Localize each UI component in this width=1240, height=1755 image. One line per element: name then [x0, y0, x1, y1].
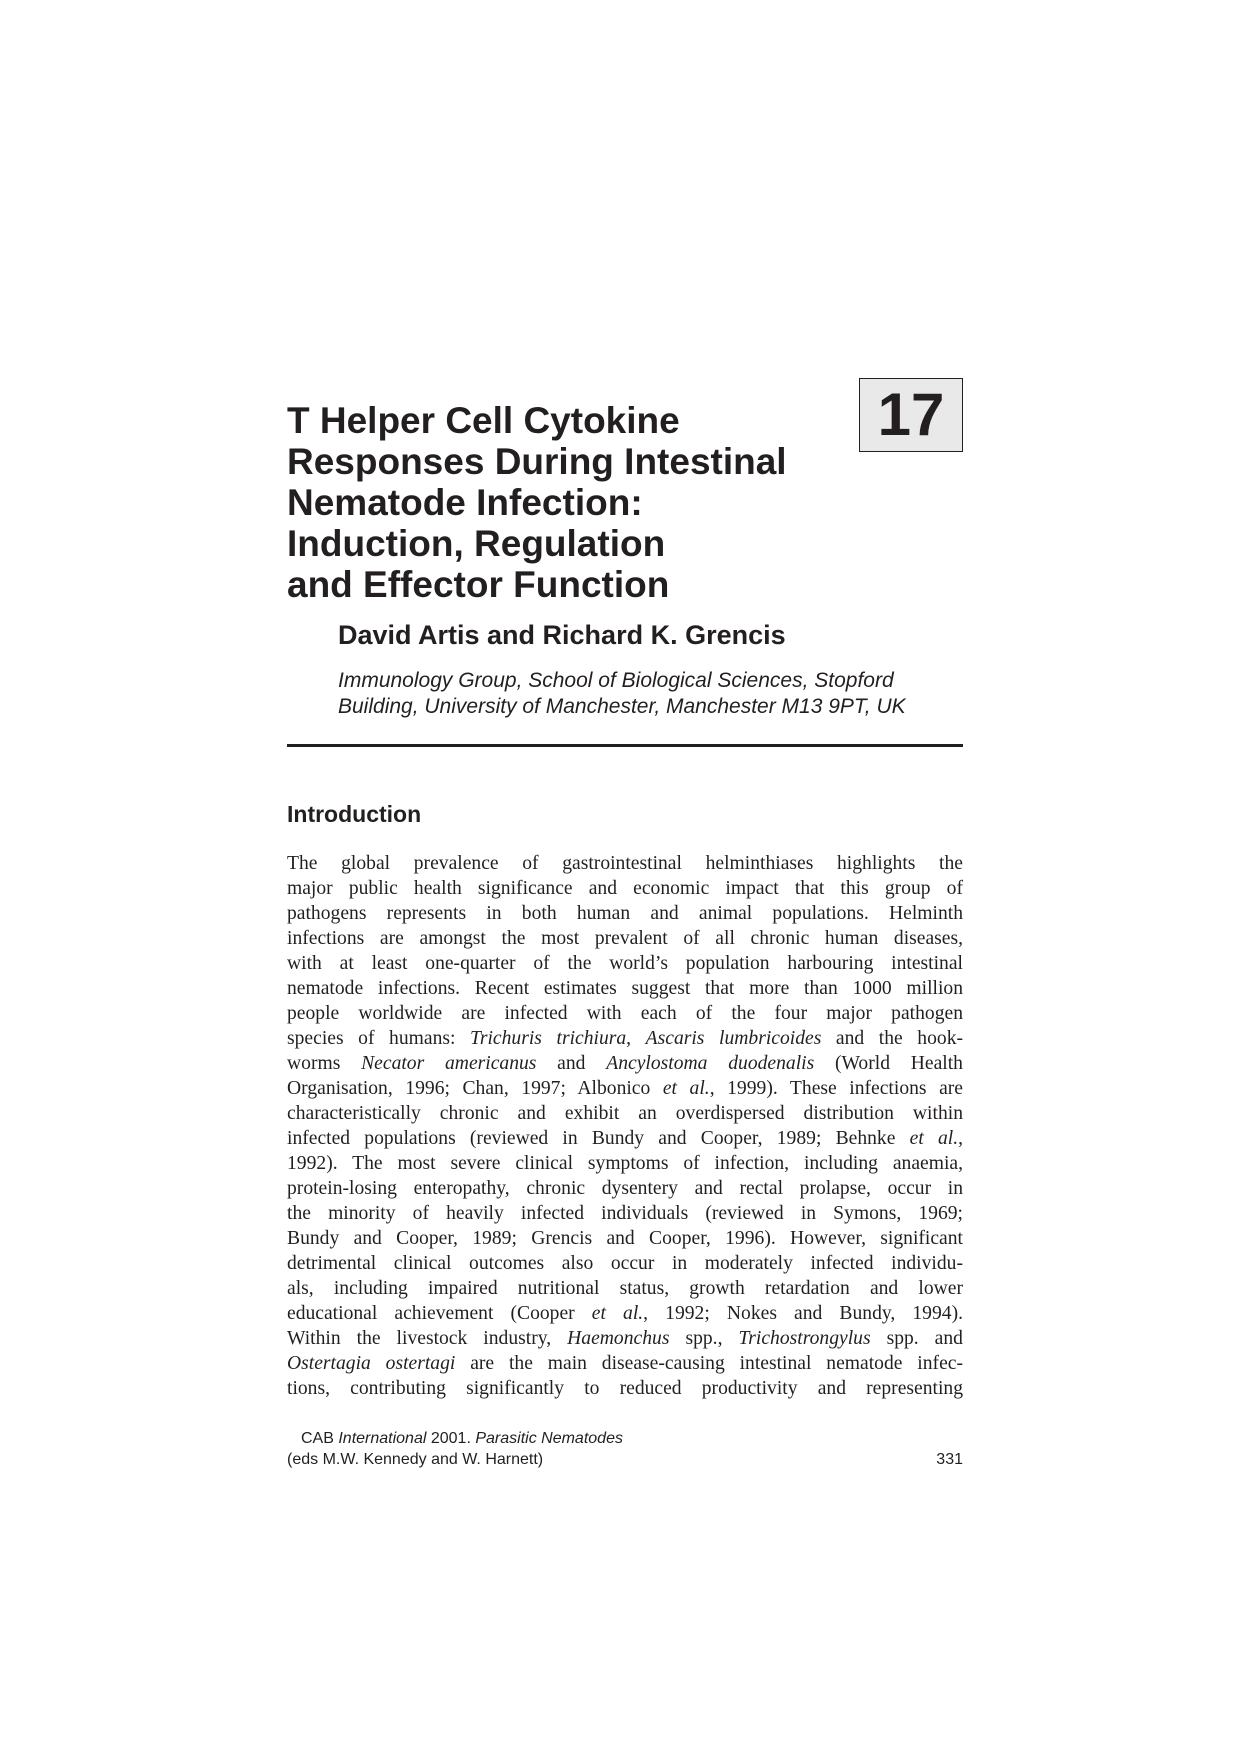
body-text-run: ,: [626, 1028, 646, 1049]
footer-editors: (eds M.W. Kennedy and W. Harnett): [287, 1451, 544, 1468]
body-line: [287, 901, 963, 926]
body-text-run: detrimental clinical outcomes also occur in moderately infected individu-: [287, 1253, 963, 1274]
body-text-run: spp.,: [669, 1328, 739, 1349]
body-line: [287, 1276, 963, 1301]
italic-term: Ostertagia ostertagi: [287, 1353, 456, 1374]
body-text-run: major public health significance and economic impact that this group of: [287, 878, 963, 899]
italic-term: et al.: [909, 1128, 959, 1149]
footer-year: 2001.: [426, 1430, 476, 1447]
italic-term: Necator americanus: [361, 1053, 537, 1074]
italic-term: et al.: [591, 1303, 644, 1324]
title-line: T Helper Cell Cytokine: [287, 400, 680, 441]
body-text-run: and: [536, 1053, 607, 1074]
body-text-run: nematode infections. Recent estimates suggest that more than 1000 million: [287, 978, 963, 999]
footer-publisher: CAB: [301, 1430, 339, 1447]
body-text-run: ,: [958, 1128, 963, 1149]
affiliation-line: Immunology Group, School of Biological Sciences, Stopford: [338, 669, 894, 692]
chapter-title: [287, 400, 867, 605]
chapter-number: 17: [877, 381, 945, 448]
body-text-run: Organisation, 1996; Chan, 1997; Albonico: [287, 1078, 663, 1099]
section-heading: Introduction: [287, 801, 422, 827]
body-text-run: infections are amongst the most prevalent of all chronic human diseases,: [287, 928, 963, 949]
footer-line-1: [287, 1428, 623, 1449]
body-text-run: species of humans:: [287, 1028, 471, 1049]
body-text-run: educational achievement (Cooper: [287, 1303, 592, 1324]
italic-term: Ancylostoma duodenalis: [606, 1053, 815, 1074]
title-line: Responses During Intestinal: [287, 441, 787, 482]
body-line: [287, 951, 963, 976]
affiliation-line: Building, University of Manchester, Manchester M13 9PT, UK: [338, 695, 906, 718]
body-text-run: , 1992; Nokes and Bundy, 1994).: [643, 1303, 963, 1324]
body-line: [287, 1051, 963, 1076]
authors: David Artis and Richard K. Grencis: [338, 620, 786, 650]
body-text-run: and the hook-: [821, 1028, 964, 1049]
body-text-run: als, including impaired nutritional status, growth retardation and lower: [287, 1278, 963, 1299]
body-line: [287, 1226, 963, 1251]
body-text-run: tions, contributing significantly to reduced productivity and representing: [287, 1378, 963, 1399]
footer-book-title: Parasitic Nematodes: [475, 1430, 623, 1447]
body-text-run: worms: [287, 1053, 362, 1074]
body-text-run: spp. and: [870, 1328, 963, 1349]
body-text-run: are the main disease-causing intestinal nematode infec-: [455, 1353, 963, 1374]
affiliation: [338, 668, 906, 720]
horizontal-rule: [287, 744, 963, 747]
body-line: [287, 1151, 963, 1176]
title-line: Nematode Infection:: [287, 482, 643, 523]
body-line: [287, 1251, 963, 1276]
body-text-run: Within the livestock industry,: [287, 1328, 568, 1349]
body-line: [287, 876, 963, 901]
body-line: [287, 1101, 963, 1126]
body-line: [287, 851, 963, 876]
body-line: [287, 1301, 963, 1326]
body-text-run: pathogens represents in both human and animal populations. Helminth: [287, 903, 963, 924]
chapter-number-box: [859, 378, 963, 452]
footer-citation: [287, 1428, 623, 1470]
body-text-run: 1992). The most severe clinical symptoms of infection, including anaemia,: [287, 1153, 963, 1174]
body-text-run: characteristically chronic and exhibit an overdispersed distribution within: [287, 1103, 963, 1124]
italic-term: Ascaris lumbricoides: [645, 1028, 822, 1049]
title-line: and Effector Function: [287, 564, 670, 605]
body-line: [287, 1076, 963, 1101]
italic-term: Trichostrongylus: [738, 1328, 871, 1349]
body-text-run: The global prevalence of gastrointestinal helminthiases highlights the: [287, 853, 963, 874]
page-number: 331: [936, 1451, 963, 1468]
body-text-run: (World Health: [814, 1053, 963, 1074]
body-text-run: the minority of heavily infected individuals (reviewed in Symons, 1969;: [287, 1203, 963, 1224]
body-line: [287, 1126, 963, 1151]
body-text-run: Bundy and Cooper, 1989; Grencis and Cooper, 1996). However, significant: [287, 1228, 963, 1249]
body-paragraph: [287, 851, 963, 1401]
body-line: [287, 1001, 963, 1026]
body-text-run: with at least one-quarter of the world’s population harbouring intestinal: [287, 953, 963, 974]
title-line: Induction, Regulation: [287, 523, 666, 564]
body-line: [287, 1026, 963, 1051]
footer-publisher-italic: International: [338, 1430, 427, 1447]
body-text-run: protein-losing enteropathy, chronic dysentery and rectal prolapse, occur in: [287, 1178, 963, 1199]
body-text-run: infected populations (reviewed in Bundy and Cooper, 1989; Behnke: [287, 1128, 910, 1149]
body-line: [287, 1351, 963, 1376]
body-line: [287, 1326, 963, 1351]
body-text-run: people worldwide are infected with each of the four major pathogen: [287, 1003, 963, 1024]
body-line: [287, 1201, 963, 1226]
italic-term: Haemonchus: [567, 1328, 670, 1349]
body-text-run: , 1999). These infections are: [709, 1078, 963, 1099]
body-line: [287, 1376, 963, 1401]
italic-term: Trichuris trichiura: [470, 1028, 627, 1049]
body-line: [287, 976, 963, 1001]
italic-term: et al.: [662, 1078, 710, 1099]
body-line: [287, 926, 963, 951]
body-line: [287, 1176, 963, 1201]
